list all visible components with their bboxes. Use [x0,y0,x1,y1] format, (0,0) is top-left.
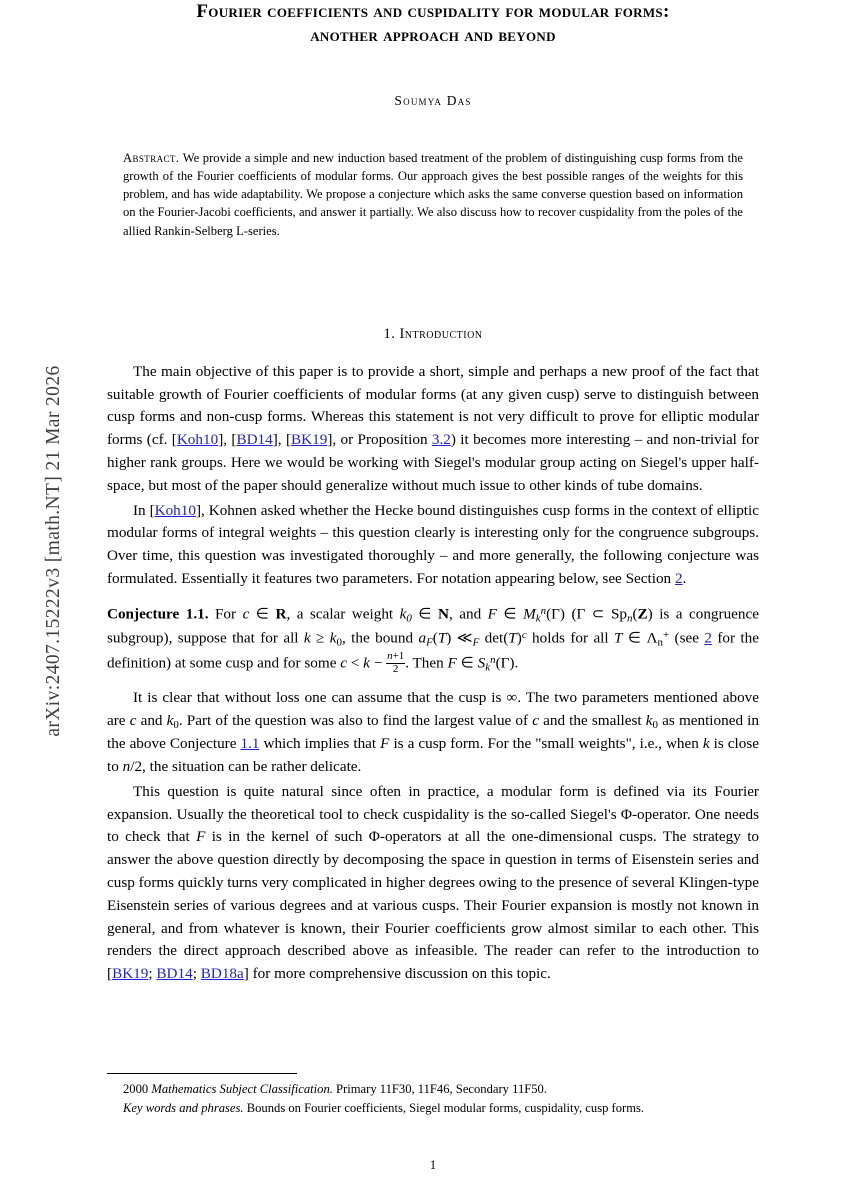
reference-section-2-conjecture[interactable]: 2 [704,629,712,647]
reference-conjecture-1-1[interactable]: 1.1 [240,735,260,753]
conjecture-text-1: For [214,605,243,623]
conjecture-text-6: , the bound [341,629,419,647]
paragraph-5-sep-1: ; [148,965,157,983]
conjecture-text-5: is a congruence subgroup), suppose that for all [107,605,759,647]
paragraph-4: It is clear that without loss one can assume that the cusp is ∞. The two parameters mentioned above are c and $k_0$. Part of the question was also to find the largest value of c and the smallest $k_0$ as mentioned in the above Conjecture 1.1 which implies that F is a cusp form. For the "small weights", i.e., when k is close to n/2, the situation can be rather delicate. [107,688,759,775]
msc-label: Mathematics Subject Classification. [151,1082,333,1096]
paragraph-4-text-i: , the situation can be rather delicate. [142,757,362,775]
abstract-heading: Abstract. [123,150,180,165]
paragraph-1-text-c: ], [ [272,431,292,449]
citation-bd14-second[interactable]: BD14 [156,965,193,983]
abstract-block [123,149,743,240]
title-line-1: Fourier coefficients and cuspidality for modular forms: [196,1,670,22]
title-line-2: another approach and beyond [310,25,556,47]
paragraph-4-text-e: as mentioned in the above Conjecture [107,711,759,753]
paper-content [107,0,759,988]
reference-section-2[interactable]: 2 [674,570,683,588]
paragraph-4-text-b: and [136,711,167,729]
paragraph-1-text-e: ) it becomes more interesting – and non-trivial for higher rank groups. Here we would be working with Siegel's modular group acting on Siegel's upper half-space, but most of the paper should generalize without much issue to other kinds of tube domains. [107,431,759,494]
keywords-text: Bounds on Fourier coefficients, Siegel modular forms, cuspidality, cusp forms. [246,1100,645,1115]
citation-bd18a[interactable]: BD18a [200,965,244,983]
paragraph-5-text-c: ] for more comprehensive discussion on this topic. [243,965,551,983]
conjecture-label: Conjecture 1.1. [107,605,209,623]
paragraph-1-text-b: ], [ [218,431,237,449]
paragraph-2-text-b: ], Kohnen asked whether the Hecke bound distinguishes cusp forms in the context of elliptic modular forms of integral weights – this question clearly is interesting only for the congruence subgroups. Over time, this question was investigated thoroughly – and more generally, the following conjecture was formulated. Essentially it features two parameters. For notation appearing below, see Section [107,501,759,588]
paragraph-4-text-g: is a cusp form. For the "small weights", i.e., when [389,735,703,753]
conjecture-text-3: , and [448,605,488,623]
paragraph-5-text-a: This question is quite natural since often in practice, a modular form is defined via its Fourier expansion. Usually the theoretical tool to check cuspidality is the so-called Siegel's Φ-operator. One needs to check that [107,782,759,846]
author-name: Soumya Das [394,92,472,108]
citation-koh10-second[interactable]: Koh10 [154,501,196,519]
section-number: 1. [383,325,396,342]
abstract-text: We provide a simple and new induction based treatment of the problem of distinguishing cusp forms from the growth of the Fourier coefficients of modular forms. Our approach gives the best possible ranges of the weights for this problem, and has wide adaptability. We propose a conjecture which asks the same converse question based on information on the Fourier-Jacobi coefficients, and answer it partially. We also discuss how to recover cuspidality from the poles of the allied Rankin-Selberg L-series. [123,150,744,238]
paragraph-4-text-d: and the smallest [538,711,646,729]
conjecture-text-4: ( [564,605,577,623]
footnote-msc [107,1080,759,1099]
paragraph-5: This question is quite natural since often in practice, a modular form is defined via its Fourier expansion. Usually the theoretical tool to check cuspidality is the so-called Siegel's Φ-operator. One needs to check that F is in the kernel of such Φ-operators at all the one-dimensional cusps. The strategy to answer the above question directly by decomposing the space in question in terms of Eisenstein series and cusp forms quickly turns very complicated in higher degrees owing to the presence of several Klingen-type Eisenstein series of various degrees and at various cusps. Their Fourier expansion is mostly not known in general, and from whatever is known, their Fourier coefficients grow almost similar to each other. This renders the direct approach described above as infeasible. The reader can refer to the introduction to [BK19; BD14; BD18a] for more comprehensive discussion on this topic. [107,782,760,983]
conjecture-text-10: . Then [405,654,448,672]
msc-year: 2000 [123,1082,149,1096]
section-title: Introduction [399,325,483,342]
msc-text: Primary 11F30, 11F46, Secondary 11F50. [336,1082,547,1096]
paragraph-2 [107,500,759,591]
conjecture-text-8: (see [669,629,705,647]
footnote-keywords [107,1099,759,1118]
paragraph-4-text-h: is close to [107,735,759,775]
citation-koh10[interactable]: Koh10 [176,431,219,449]
keywords-label: Key words and phrases. [123,1100,244,1115]
paragraph-5-sep-2: ; [192,965,201,983]
citation-bk19[interactable]: BK19 [291,431,328,449]
page-title [107,0,759,49]
paragraph-1 [107,361,759,498]
conjecture-text-7: holds for all [526,629,615,647]
citation-bk19-second[interactable]: BK19 [112,965,149,983]
paragraph-2-text-a: In [ [133,501,155,519]
paragraph-1-text-d: ], or Proposition [327,431,432,449]
page-number: 1 [429,1158,437,1172]
paragraph-5-text-b: is in the kernel of such Φ-operators at all the one-dimensional cusps. The strategy to answer the above question directly by decomposing the space in question in terms of Eisenstein series and cusp forms quickly turns very complicated in higher degrees owing to the presence of several Klingen-type Eisenstein series of various degrees and at various cusps. Their Fourier expansion is mostly not known in general, and from whatever is known, their Fourier coefficients grow almost similar to each other. This renders the direct approach described above as infeasible. The reader can refer to the introduction to [ [107,828,760,983]
footnotes-block [107,1080,759,1118]
conjecture-text-2: , a scalar weight [286,605,400,623]
footnote-divider [107,1073,297,1074]
conjecture-text-9: for the definition) at some cusp and for some [107,629,759,672]
paragraph-1-text-a: The main objective of this paper is to provide a short, simple and perhaps a new proof of the fact that suitable growth of Fourier coefficients of modular forms (at any given cusp) serve to distinguish between cusp forms and non-cusp forms. Whereas this statement is not very difficult to prove for elliptic modular forms (cf. [ [107,362,759,449]
paragraph-2-text-c: . [682,570,687,588]
conjecture-text-11: . [514,654,519,672]
citation-bd14[interactable]: BD14 [236,431,273,449]
paragraph-4-text-c: . Part of the question was also to find the largest value of [178,711,533,729]
section-heading-introduction [107,326,759,343]
reference-proposition-3-2[interactable]: 3.2 [431,431,451,449]
arxiv-identifier-stamp: arXiv:2407.15222v3 [math.NT] 21 Mar 2026 [43,365,64,737]
paragraph-4-text-a: It is clear that without loss one can assume that the cusp is ∞. The two parameters mentioned above are [107,688,759,729]
paragraph-4-text-f: which implies that [259,735,381,753]
conjecture-1-1: Conjecture 1.1. For c ∈ R, a scalar weight $k_0$ ∈ N, and F ∈ $M_k^n(\Gamma)$ (Γ ⊂ $Sp_n(Z)$ is a congruence subgroup), suppose that for all $k \ge k_0$, the bound $a_F(T)$ $≪_F$ $\det(T)^c$ holds for all T ∈ $\Lambda_n^+$ (see 2 for the definition) at some cusp and for some c < k − $\frac{n+1}{2}$ . Then F ∈ $S_k^n(\Gamma)$. [107,604,759,675]
